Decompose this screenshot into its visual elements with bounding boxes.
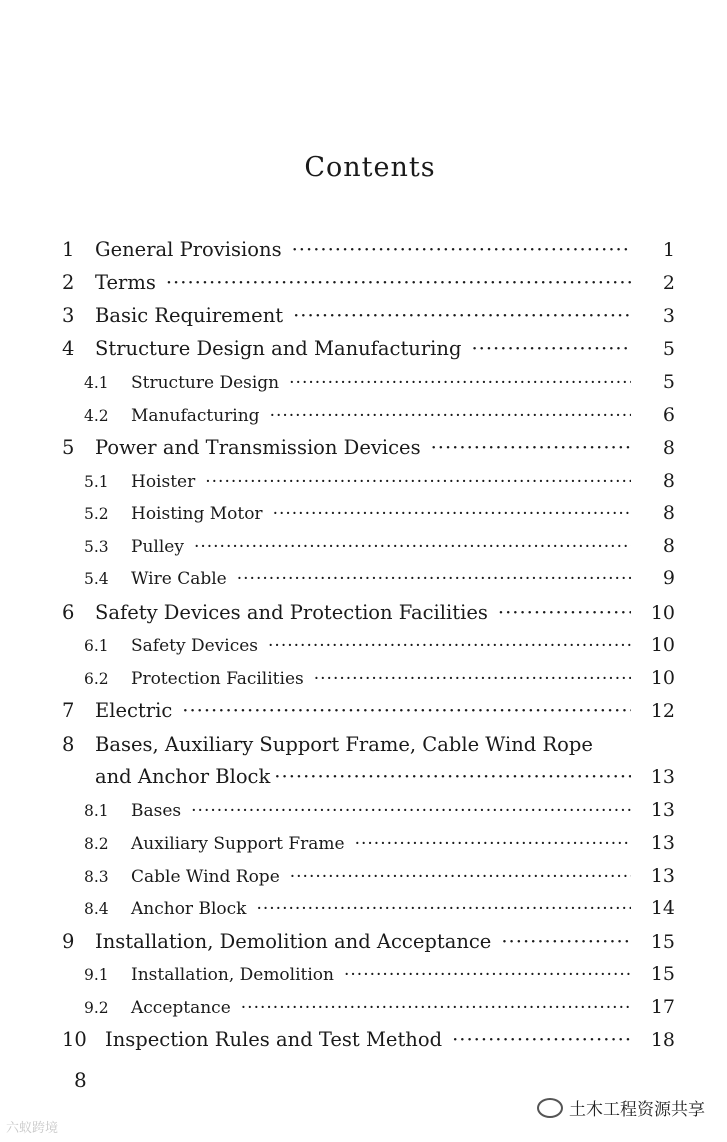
toc-entry[interactable] [0, 667, 727, 697]
toc-page: 1 [662, 239, 675, 261]
toc-page: 18 [650, 1029, 675, 1051]
toc-page: 12 [650, 700, 675, 722]
wechat-icon [537, 1098, 563, 1118]
toc-number: 1 [62, 238, 75, 261]
toc-number: 7 [62, 699, 75, 722]
toc-page: 13 [650, 799, 675, 821]
toc-label: Protection Facilities [131, 669, 304, 689]
page-number: 8 [74, 1068, 87, 1092]
toc-page: 2 [662, 272, 675, 294]
toc-number: 4.2 [84, 407, 109, 425]
toc-label-continued: and Anchor Block [95, 765, 271, 788]
toc-entry[interactable] [0, 832, 727, 862]
dot-leader [314, 669, 631, 689]
dot-leader [289, 373, 631, 393]
toc-label: Cable Wind Rope [131, 867, 280, 887]
toc-page: 8 [662, 502, 675, 524]
toc-entry[interactable] [0, 996, 727, 1026]
toc-number: 9 [62, 930, 75, 953]
dot-leader [182, 699, 631, 722]
toc-label: Terms [95, 271, 156, 294]
toc-page: 14 [650, 897, 675, 919]
toc-page: 9 [662, 567, 675, 589]
toc-entry[interactable] [0, 799, 727, 829]
dot-leader [237, 569, 631, 589]
toc-entry[interactable] [0, 567, 727, 597]
toc-entry[interactable] [0, 1028, 727, 1058]
toc-number: 8 [62, 733, 75, 756]
toc-entry[interactable] [0, 404, 727, 434]
toc-number: 6 [62, 601, 75, 624]
toc-number: 4.1 [84, 374, 109, 392]
toc-entry[interactable] [0, 337, 727, 367]
toc-number: 3 [62, 304, 75, 327]
toc-label: Structure Design [131, 373, 280, 393]
toc-label: Structure Design and Manufacturing [95, 337, 462, 360]
toc-entry[interactable] [0, 271, 727, 301]
toc-label: Safety Devices [131, 636, 259, 656]
toc-label: Hoisting Motor [131, 504, 263, 524]
dot-leader [498, 601, 631, 624]
toc-label: Power and Transmission Devices [95, 436, 421, 459]
dot-leader [452, 1028, 631, 1051]
toc-entry[interactable] [0, 930, 727, 960]
toc-label: Acceptance [131, 998, 231, 1018]
toc-page: 13 [650, 865, 675, 887]
toc-entry[interactable] [0, 634, 727, 664]
toc-number: 5.3 [84, 538, 109, 556]
toc-label: Safety Devices and Protection Facilities [95, 601, 488, 624]
toc-number: 4 [62, 337, 75, 360]
toc-entry[interactable] [0, 897, 727, 927]
toc-entry[interactable] [0, 238, 727, 268]
toc-label: Manufacturing [131, 406, 260, 426]
dot-leader [501, 930, 631, 953]
toc-page: 3 [662, 305, 675, 327]
toc-label: Installation, Demolition [131, 965, 334, 985]
toc-page: 5 [662, 371, 675, 393]
toc-label: Inspection Rules and Test Method [105, 1028, 443, 1051]
toc-number: 8.4 [84, 900, 109, 918]
dot-leader [471, 337, 631, 360]
toc-entry[interactable] [0, 304, 727, 334]
toc-label: Electric [95, 699, 173, 722]
toc-entry-continued[interactable] [0, 765, 727, 795]
toc-label: Pulley [131, 537, 184, 557]
corner-logo: 六蚁跨境 [6, 1121, 59, 1136]
toc-label: Wire Cable [131, 569, 227, 589]
toc-page: 10 [650, 602, 675, 624]
dot-leader [273, 504, 631, 524]
toc-label: Bases, Auxiliary Support Frame, Cable Wind Rope [95, 733, 593, 756]
dot-leader [268, 636, 631, 656]
toc-entry[interactable] [0, 865, 727, 895]
toc-number: 8.3 [84, 868, 109, 886]
toc-label: Installation, Demolition and Acceptance [95, 930, 492, 953]
dot-leader [194, 537, 631, 557]
toc-entry[interactable] [0, 371, 727, 401]
toc-page: 6 [662, 404, 675, 426]
dot-leader [293, 304, 631, 327]
toc-entry[interactable] [0, 436, 727, 466]
dot-leader [241, 998, 631, 1018]
toc-page: 8 [662, 535, 675, 557]
dot-leader [191, 801, 631, 821]
dot-leader [355, 834, 631, 854]
toc-page: 8 [662, 470, 675, 492]
toc-page: 13 [650, 832, 675, 854]
dot-leader [431, 436, 631, 459]
toc-page: 13 [650, 766, 675, 788]
toc-label: Anchor Block [131, 899, 247, 919]
dot-leader [166, 271, 631, 294]
toc-label: General Provisions [95, 238, 282, 261]
toc-number: 5.4 [84, 570, 109, 588]
toc-page: 8 [662, 437, 675, 459]
toc-number: 9.2 [84, 999, 109, 1017]
watermark [537, 1095, 705, 1120]
toc-page: 10 [650, 634, 675, 656]
toc-page: 5 [662, 338, 675, 360]
toc-entry[interactable] [0, 502, 727, 532]
page-title: Contents [304, 152, 436, 183]
toc-page: 17 [650, 996, 675, 1018]
dot-leader [256, 899, 631, 919]
dot-leader [270, 406, 631, 426]
toc-label: Bases [131, 801, 182, 821]
toc-page: 15 [650, 963, 675, 985]
toc-number: 9.1 [84, 966, 109, 984]
dot-leader [274, 765, 631, 788]
toc-entry[interactable] [0, 601, 727, 631]
toc-page: 15 [650, 931, 675, 953]
toc-number: 10 [62, 1028, 87, 1051]
toc-entry[interactable] [0, 963, 727, 993]
toc-entry[interactable] [0, 733, 727, 763]
toc-label: Basic Requirement [95, 304, 284, 327]
dot-leader [205, 472, 631, 492]
toc-label: Hoister [131, 472, 196, 492]
toc-number: 5.2 [84, 505, 109, 523]
toc-page: 10 [650, 667, 675, 689]
toc-number: 6.2 [84, 670, 109, 688]
dot-leader [292, 238, 631, 261]
dot-leader [344, 965, 631, 985]
dot-leader [290, 867, 631, 887]
watermark-text: 土木工程资源共享 [569, 1100, 705, 1120]
toc-entry[interactable] [0, 535, 727, 565]
toc-number: 6.1 [84, 637, 109, 655]
toc-number: 8.1 [84, 802, 109, 820]
toc-entry[interactable] [0, 699, 727, 729]
toc-label: Auxiliary Support Frame [131, 834, 345, 854]
toc-number: 5 [62, 436, 75, 459]
toc-number: 2 [62, 271, 75, 294]
toc-number: 5.1 [84, 473, 109, 491]
toc-entry[interactable] [0, 470, 727, 500]
toc-number: 8.2 [84, 835, 109, 853]
